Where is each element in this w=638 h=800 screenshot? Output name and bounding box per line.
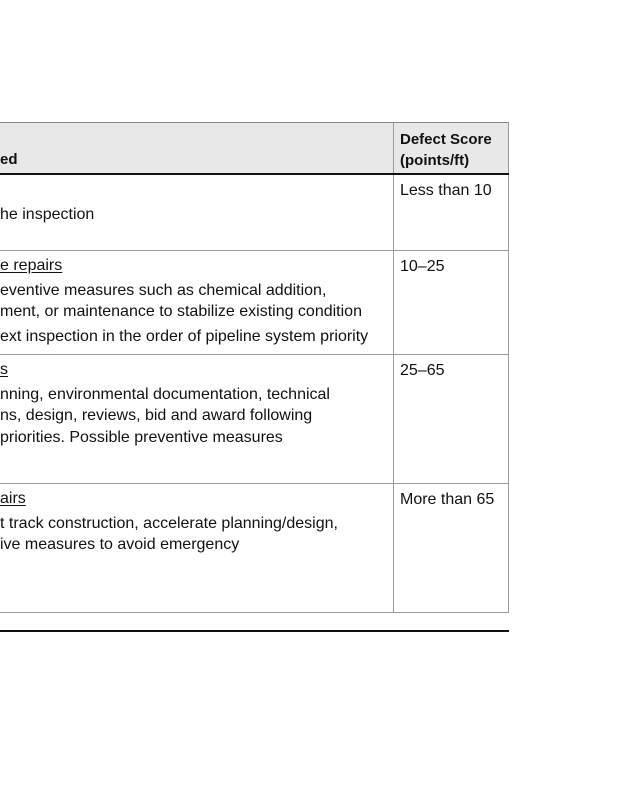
score-cell bbox=[394, 484, 509, 612]
defect-score-value: Less than 10 bbox=[400, 182, 492, 199]
action-text-line: nning, environmental documentation, technical bbox=[0, 386, 330, 403]
score-cell bbox=[394, 355, 509, 483]
defect-score-table bbox=[0, 122, 509, 613]
header-score-label bbox=[400, 129, 492, 171]
action-cell bbox=[0, 251, 394, 354]
action-cell bbox=[0, 484, 394, 612]
action-cell bbox=[0, 175, 394, 250]
defect-score-value: 10–25 bbox=[400, 258, 445, 275]
table-row bbox=[0, 355, 509, 484]
action-heading: airs bbox=[0, 490, 26, 507]
header-action-cell bbox=[0, 123, 394, 173]
action-text-line: ns, design, reviews, bid and award following bbox=[0, 407, 313, 424]
table-row bbox=[0, 251, 509, 355]
action-text-line: ext inspection in the order of pipeline system priority bbox=[0, 328, 369, 345]
defect-score-value: More than 65 bbox=[400, 491, 495, 508]
header-score-line2: (points/ft) bbox=[400, 152, 470, 169]
defect-score-value: 25–65 bbox=[400, 362, 445, 379]
action-text-line: eventive measures such as chemical addition, bbox=[0, 282, 327, 299]
action-text-line: t track construction, accelerate planning/design, bbox=[0, 515, 338, 532]
action-text-line: ment, or maintenance to stabilize existing condition bbox=[0, 303, 362, 320]
table-header-row bbox=[0, 122, 509, 175]
table-row bbox=[0, 484, 509, 613]
header-score-cell bbox=[394, 123, 509, 173]
action-text-line: ive measures to avoid emergency bbox=[0, 536, 240, 553]
action-text-line: priorities. Possible preventive measures bbox=[0, 429, 283, 446]
action-heading: e repairs bbox=[0, 257, 63, 274]
score-cell bbox=[394, 251, 509, 354]
header-score-line1: Defect Score bbox=[400, 131, 492, 148]
table-bottom-rule bbox=[0, 630, 509, 632]
action-text-line: he inspection bbox=[0, 206, 95, 223]
score-cell bbox=[394, 175, 509, 250]
header-action-label: ed bbox=[0, 151, 18, 168]
action-cell bbox=[0, 355, 394, 483]
table-row bbox=[0, 175, 509, 251]
action-heading: s bbox=[0, 361, 8, 378]
